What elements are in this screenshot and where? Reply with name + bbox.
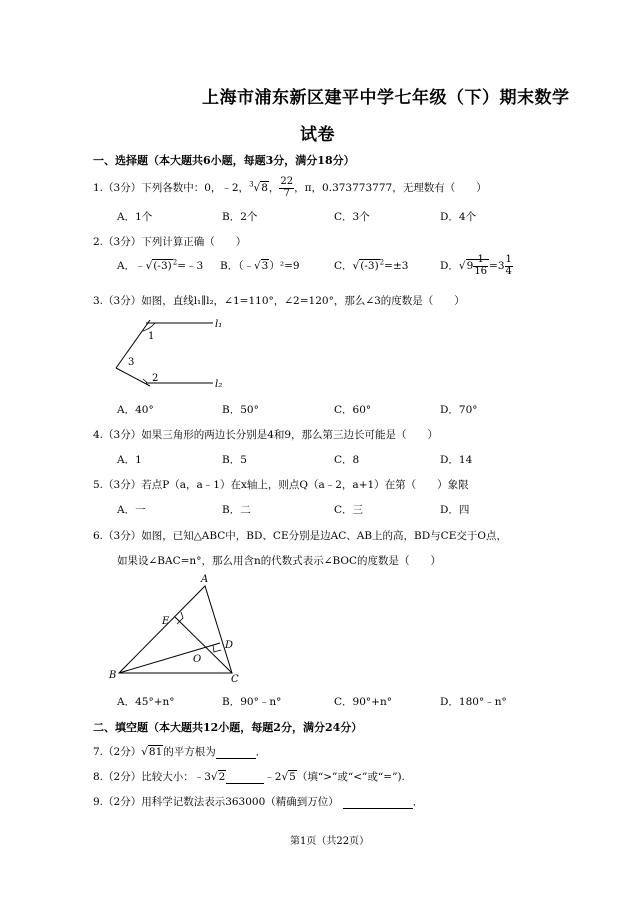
q2-option-a[interactable]: A．$﹣√(-3)^2=﹣3$ [117, 258, 204, 272]
q5-option-b[interactable]: B．二 [222, 504, 251, 516]
q2d-result-fraction [505, 255, 513, 277]
q4-option-a[interactable]: A．1 [117, 454, 142, 466]
q5-option-a[interactable]: A．一 [117, 504, 146, 516]
question-3: 3.（3分）如图，直线l₁∥l₂，∠1=110°，∠2=120°，那么∠3的度数是（ ） [93, 295, 465, 307]
page-title-line2: 试卷 [300, 125, 335, 145]
q2b-pre: B．（﹣ [220, 260, 254, 272]
q1-frac-den: 7 [283, 187, 290, 199]
q7-answer-blank[interactable] [216, 746, 256, 759]
label-O: O [193, 654, 202, 665]
label-A: A [201, 574, 209, 585]
q4-option-b[interactable]: B．5 [222, 454, 247, 466]
q1-cuberoot-index: 3 [249, 180, 254, 189]
q2d-den: 16 [474, 265, 488, 277]
question-4: 4.（3分）如果三角形的两边长分别是4和9，那么第三边长可能是（ ） [93, 429, 439, 441]
label-E: E [162, 616, 170, 627]
q2a-exp: 2 [172, 258, 178, 267]
q2-option-d[interactable]: D．√9 $\frac{1}{16}$ =3 $\frac{1}{4}$ [440, 254, 512, 277]
q2a-post: =﹣3 [177, 260, 204, 272]
right-angle-d [213, 645, 221, 652]
q7-end: ． [255, 746, 267, 758]
q3-option-d[interactable]: D．70° [440, 404, 478, 416]
q1-cuberoot-radicand: 8 [261, 182, 268, 194]
q2a-pre: A．﹣ [117, 260, 146, 272]
q2d-pre: D． [440, 260, 459, 272]
q4-option-c[interactable]: C．8 [334, 454, 360, 466]
q2c-radicand: (-3) [360, 260, 379, 272]
q2d-rden: 4 [505, 265, 512, 277]
q2d-num: 1 [473, 255, 488, 267]
q5-option-c[interactable]: C．三 [334, 504, 364, 516]
question-5: 5.（3分）若点P（a，a﹣1）在x轴上，则点Q（a﹣2，a+1）在第（ ）象限 [93, 479, 469, 491]
q8-answer-blank[interactable] [226, 771, 264, 784]
page-title: 上海市浦东新区建平中学七年级（下）期末数学 [202, 88, 570, 108]
question-7: 7.（2分）√81的平方根为 ． [93, 746, 267, 758]
q2a-radicand: (-3) [153, 260, 172, 272]
q2c-exp: 2 [379, 258, 385, 267]
q9-answer-blank[interactable] [343, 796, 413, 809]
q3-option-a[interactable]: A．40° [117, 404, 154, 416]
q6-figure-triangle [105, 572, 245, 684]
q1-option-a[interactable]: A．1个 [117, 211, 153, 223]
q3-option-b[interactable]: B．50° [222, 404, 259, 416]
label-C: C [231, 674, 239, 685]
triangle-abc [119, 586, 232, 673]
q3-figure-parallel-lines [110, 315, 230, 393]
label-angle-3: 3 [128, 357, 135, 368]
q2d-whole: 9 [466, 260, 474, 272]
q8-prefix: 8.（2分）比较大小：﹣3 [93, 771, 211, 783]
q2c-post: =±3 [384, 260, 409, 272]
q6-option-b[interactable]: B．90°﹣n° [222, 696, 282, 708]
q4-option-d[interactable]: D．14 [440, 454, 473, 466]
question-2: 2.（3分）下列计算正确（ ） [93, 236, 247, 248]
q9-end: ． [412, 796, 424, 808]
question-6-line1: 6.（3分）如图，已知△ABC中，BD、CE分别是边AC、AB上的高，BD与CE交于O点， [93, 530, 507, 542]
q6-option-a[interactable]: A．45°+n° [117, 696, 175, 708]
q2c-pre: C． [334, 260, 353, 272]
q7-prefix: 7.（2分） [93, 746, 142, 758]
q8-radicand-1: 2 [218, 771, 226, 783]
q2-option-b[interactable]: B．（﹣√3）²=9 [220, 260, 300, 272]
section-heading-fill-in: 二、填空题（本大题共12小题，每题2分，满分24分） [93, 721, 363, 734]
q1-option-b[interactable]: B．2个 [222, 211, 258, 223]
label-l2: l₂ [215, 379, 223, 390]
q8-radicand-2: 5 [289, 771, 296, 783]
q1-option-c[interactable]: C．3个 [334, 211, 370, 223]
q1-frac-num: 22 [280, 176, 294, 187]
q6-option-c[interactable]: C．90°+n° [334, 696, 392, 708]
q3-option-c[interactable]: C．60° [334, 404, 372, 416]
q2d-rnum: 1 [505, 254, 512, 265]
q1-fraction [279, 177, 294, 199]
q1-prefix: 1.（3分）下列各数中：0，﹣2， [93, 182, 250, 194]
q2b-post: ）²=9 [269, 260, 300, 272]
q2-option-c[interactable]: C．$√(-3)^2=\pm 3$ [334, 258, 409, 272]
label-D: D [225, 640, 234, 651]
question-9 [93, 794, 423, 809]
q2d-radicand [466, 254, 489, 277]
q6-option-d[interactable]: D．180°﹣n° [440, 696, 507, 708]
q7-suffix: 的平方根为 [163, 746, 216, 758]
question-1: 1.（3分）下列各数中：0，﹣2，$^3$√8， $\frac{22}{7}$ ，π，0.373773777，无理数有（ ） [93, 176, 487, 199]
q2d-fraction [473, 255, 488, 277]
page-footer: 第1页（共22页） [290, 836, 370, 847]
section-heading-choice: 一、选择题（本大题共6小题，每题3分，满分18分） [93, 154, 355, 167]
label-B: B [109, 670, 117, 681]
label-l1: l₁ [215, 319, 223, 330]
q2b-radicand: 3 [261, 260, 269, 272]
q2d-eq: =3 [489, 260, 505, 272]
q8-mid: ﹣2 [264, 771, 282, 783]
q8-suffix: （填“>”或“<”或“=”). [296, 771, 405, 783]
label-angle-2: 2 [152, 373, 159, 384]
radical-sign: √ [253, 182, 261, 194]
q1-option-d[interactable]: D．4个 [440, 211, 477, 223]
question-6-line2: 如果设∠BAC=n°，那么用含n的代数式表示∠BOC的度数是（ ） [117, 555, 442, 567]
q9-text: 9.（2分）用科学记数法表示363000（精确到万位） [93, 796, 339, 808]
q7-radicand: 81 [148, 746, 163, 758]
q5-option-d[interactable]: D．四 [440, 504, 470, 516]
q1-suffix: ，π，0.373773777，无理数有（ ） [294, 182, 487, 194]
question-8: 8.（2分）比较大小：﹣3√2 ﹣2√5（填“>”或“<”或“=”). [93, 771, 405, 783]
label-angle-1: 1 [148, 331, 155, 342]
transversal-lower [116, 368, 150, 386]
